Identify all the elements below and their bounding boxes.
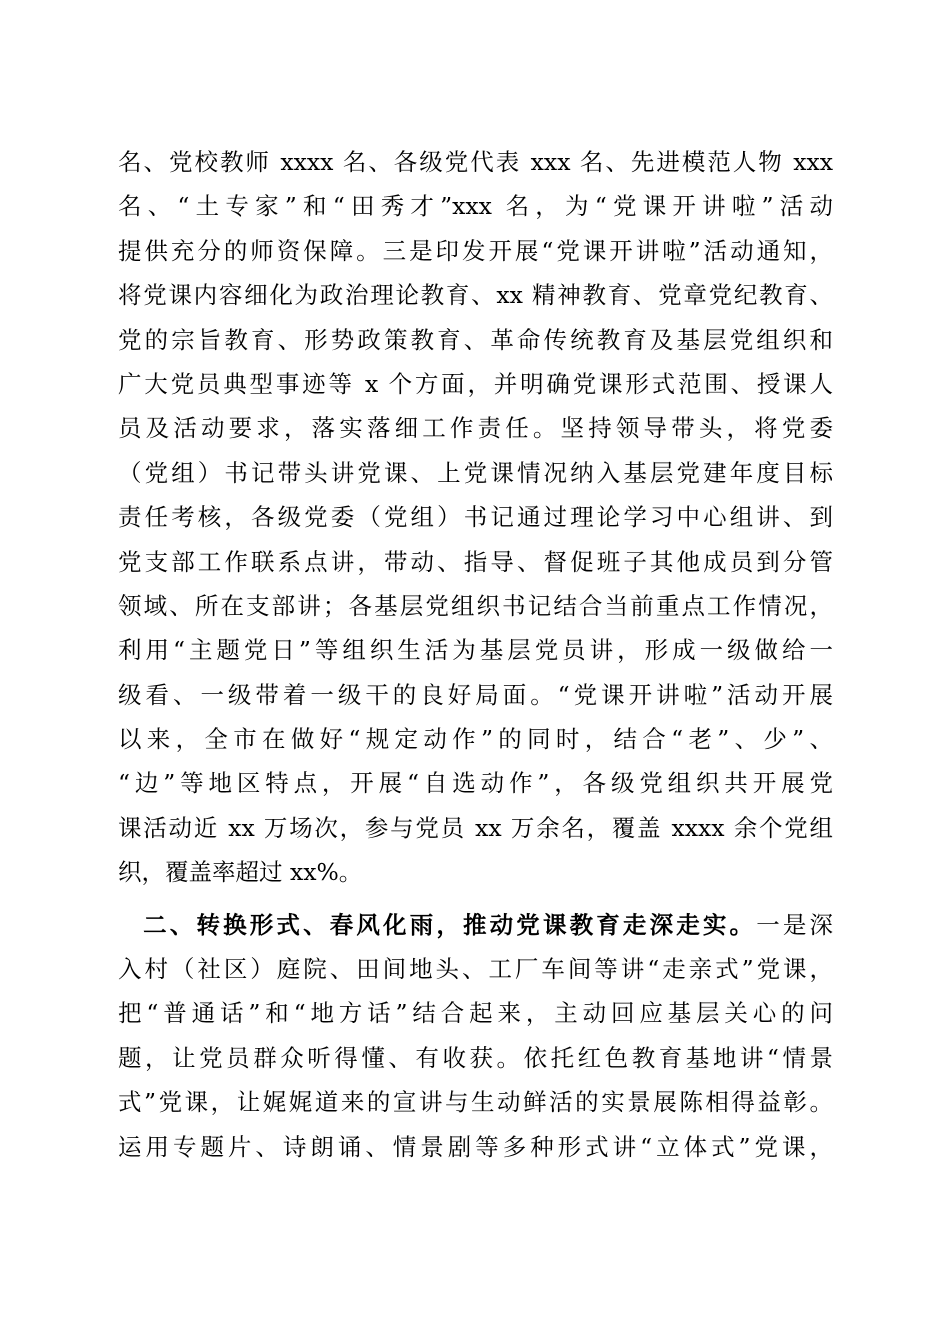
paragraph-line: 织，覆盖率超过 xx%。 (118, 858, 363, 887)
paragraph-line: 式”党课，让娓娓道来的宣讲与生动鲜活的实景展陈相得益彰。 (118, 1088, 833, 1117)
paragraph-2 (118, 903, 833, 1169)
paragraph-line: 题，让党员群众听得懂、有收获。依托红色教育基地讲“情景 (118, 1043, 833, 1072)
paragraph-line: 将党课内容细化为政治理论教育、xx 精神教育、党章党纪教育、 (118, 281, 833, 310)
paragraph-line: 提供充分的师资保障。三是印发开展“党课开讲啦”活动通知， (118, 236, 833, 265)
heading-line-continuation: 一是深 (756, 910, 833, 939)
paragraph-line: 领域、所在支部讲；各基层党组织书记结合当前重点工作情况， (118, 591, 833, 620)
paragraph-line: 员及活动要求，落实落细工作责任。坚持领导带头，将党委 (118, 414, 833, 443)
paragraph-1 (118, 140, 833, 895)
paragraph-line: 责任考核，各级党委（党组）书记通过理论学习中心组讲、到 (118, 503, 833, 532)
paragraph-line: 党支部工作联系点讲，带动、指导、督促班子其他成员到分管 (118, 547, 833, 576)
paragraph-line: 运用专题片、诗朗诵、情景剧等多种形式讲“立体式”党课， (118, 1132, 833, 1161)
paragraph-line: 党的宗旨教育、形势政策教育、革命传统教育及基层党组织和 (118, 325, 833, 354)
paragraph-line: 把“普通话”和“地方话”结合起来，主动回应基层关心的问 (118, 999, 833, 1028)
paragraph-line: 入村（社区）庭院、田间地头、工厂车间等讲“走亲式”党课， (118, 955, 833, 984)
paragraph-line: 名、“土专家”和“田秀才”xxx 名，为“党课开讲啦”活动 (118, 192, 833, 221)
paragraph-line: （党组）书记带头讲党课、上党课情况纳入基层党建年度目标 (118, 458, 833, 487)
paragraph-first-line (118, 903, 833, 947)
paragraph-line: 级看、一级带着一级干的良好局面。“党课开讲啦”活动开展 (118, 680, 833, 709)
section-heading: 二、转换形式、春风化雨，推动党课教育走深走实。 (140, 910, 757, 939)
paragraph-line: 利用“主题党日”等组织生活为基层党员讲，形成一级做给一 (118, 636, 833, 665)
paragraph-line: “边”等地区特点，开展“自选动作”，各级党组织共开展党 (118, 769, 833, 798)
paragraph-line: 名、党校教师 xxxx 名、各级党代表 xxx 名、先进模范人物 xxx (118, 148, 833, 176)
document-body (118, 140, 833, 1169)
paragraph-line: 课活动近 xx 万场次，参与党员 xx 万余名，覆盖 xxxx 余个党组 (118, 813, 833, 842)
paragraph-line: 广大党员典型事迹等 x 个方面，并明确党课形式范围、授课人 (118, 369, 833, 398)
paragraph-line: 以来，全市在做好“规定动作”的同时，结合“老”、少”、 (118, 725, 833, 754)
